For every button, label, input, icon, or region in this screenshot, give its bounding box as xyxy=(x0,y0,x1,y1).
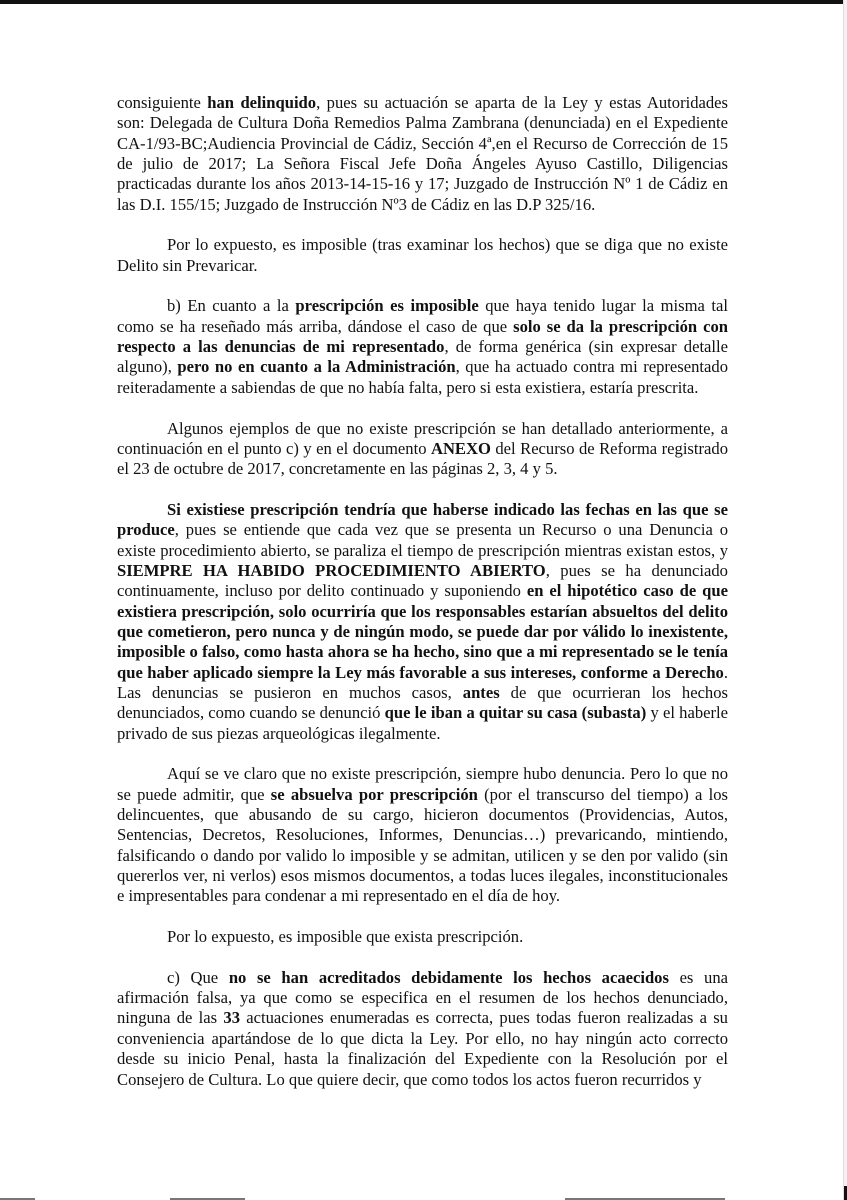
text-run: del Recurso de Reforma registrado el 23 de octubre de 2017, concretamente en las páginas 2, 3, 4 y 5. xyxy=(117,438,728,479)
text-run: b) En cuanto a la xyxy=(167,296,296,316)
text-run: c) Que xyxy=(167,967,229,987)
text-run: , de forma genérica (sin expresar detalle alguno), xyxy=(117,337,729,377)
text-run: consiguiente xyxy=(117,93,208,112)
bold-text-run: prescripción es imposible xyxy=(295,296,479,316)
text-run: , pues se ha denunciado continuamente, incluso por delito continuado y suponiendo xyxy=(117,560,728,601)
bold-text-run: pero no en cuanto a la Administración xyxy=(177,357,456,377)
bold-text-run: SIEMPRE HA HABIDO PROCEDIMIENTO ABIERTO xyxy=(117,560,546,580)
text-run: , pues se entiende que cada vez que se presenta un Recurso o una Denuncia o existe procedimiento abierto, se paraliza el tiempo de prescripción mientras existan estos, y xyxy=(117,520,728,560)
text-run: actuaciones enumeradas es correcta, pues todas fueron realizadas a su conveniencia apartándose de lo que dicta la Ley. Por ello, no hay ningún acto correcto desde su inicio Penal, hasta la finalización del Expediente con la Resolución por el Consejero de Cultura. Lo que quiere decir, que como todos los actos fueron recurridos y xyxy=(117,1008,728,1089)
document-page xyxy=(117,93,728,1110)
text-run: , pues su actuación se aparta de la Ley y estas Autoridades son: Delegada de Cultura Doña Remedios Palma Zambrana (denunciada) en el Expediente CA-1/93-BC;Audiencia Provincial de Cádiz, Sección 4ª,en el Recurso de Corrección de 15 de julio de 2017; La Señora Fiscal Jefe Doña Ángeles Ayuso Castillo, Diligencias practicadas durante los años 2013-14-15-16 y 17; Juzgado de Instrucción Nº 1 de Cádiz en las D.I. 155/15; Juzgado de Instrucción Nº3 de Cádiz en las D.P 325/16. xyxy=(117,93,728,214)
paragraph-c-hechos xyxy=(117,968,728,1090)
text-run: Algunos ejemplos de que no existe prescripción se han detallado anteriormente, a continuación en el punto c) y en el documento xyxy=(117,418,728,458)
paragraph-no-delito xyxy=(117,235,728,276)
bold-text-run: se absuelva por prescripción xyxy=(270,784,478,804)
bold-text-run: solo se da la prescripción con respecto a las denuncias de mi representado xyxy=(117,316,728,357)
text-run: es una afirmación falsa, ya que como se especifica en el resumen de los hechos denunciado, ninguna de las xyxy=(117,967,728,1028)
bold-text-run: que le iban a quitar su casa (subasta) xyxy=(384,703,647,723)
text-run: Por lo expuesto, es imposible (tras examinar los hechos) que se diga que no existe Delito sin Prevaricar. xyxy=(117,235,728,275)
paragraph-b-prescripcion xyxy=(117,296,728,398)
text-run: , que ha actuado contra mi representado reiteradamente a sabiendas de que no había falta, pero si esta existiera, estaría prescrita. xyxy=(117,357,728,397)
scan-top-border xyxy=(0,0,847,4)
text-run: y el haberle privado de sus piezas arqueológicas ilegalmente. xyxy=(117,703,728,743)
paragraph-ejemplos xyxy=(117,419,728,480)
text-run: . Las denuncias se pusieron en muchos casos, xyxy=(117,662,728,702)
paragraph-conclusion-prescripcion xyxy=(117,927,728,947)
text-run: Aquí se ve claro que no existe prescripción, siempre hubo denuncia. Pero lo que no se puede admitir, que xyxy=(117,764,728,804)
scan-right-edge xyxy=(843,0,847,1200)
text-run: (por el transcurso del tiempo) a los delincuentes, que abusando de su cargo, hicieron documentos (Providencias, Autos, Sentencias, Decretos, Resoluciones, Informes, Denuncias…) prevaricando, mintiendo, falsificando o dando por valido lo imposible y se admitan, utilicen y se den por valido (sin quererlos ver, ni verlos) esos mismos documentos, a todas luces ilegales, inconstitucionales e impresentables para condenar a mi representado en el día de hoy. xyxy=(117,784,729,906)
paragraph-authorities xyxy=(117,93,728,215)
bold-text-run: antes xyxy=(462,682,500,702)
bold-text-run: han delinquido xyxy=(207,93,317,112)
paragraph-aqui-se-ve xyxy=(117,764,728,906)
text-run: que haya tenido lugar la misma tal como se ha reseñado más arriba, dándose el caso de que xyxy=(117,296,728,336)
bold-text-run: en el hipotético caso de que existiera prescripción, solo ocurriría que los responsables estarían absueltos del delito que cometieron, pero nunca y de ningún modo, se puede dar por válido lo inexistente, imposible o falso, como hasta ahora se ha hecho, sino que a mi representado se le tenía que haber aplicado siempre la Ley más favorable a sus intereses, conforme a Derecho xyxy=(117,581,728,682)
bold-text-run: no se han acreditados debidamente los hechos acaecidos xyxy=(228,967,669,987)
bold-text-run: 33 xyxy=(223,1008,240,1028)
paragraph-fechas-prescripcion xyxy=(117,500,728,744)
bold-text-run: Si existiese prescripción tendría que haberse indicado las fechas en las que se produce xyxy=(117,499,728,540)
bold-text-run: ANEXO xyxy=(430,438,491,458)
text-run: de que ocurrieran los hechos denunciados, como cuando se denunció xyxy=(117,682,728,723)
text-run: Por lo expuesto, es imposible que exista prescripción. xyxy=(167,927,524,947)
